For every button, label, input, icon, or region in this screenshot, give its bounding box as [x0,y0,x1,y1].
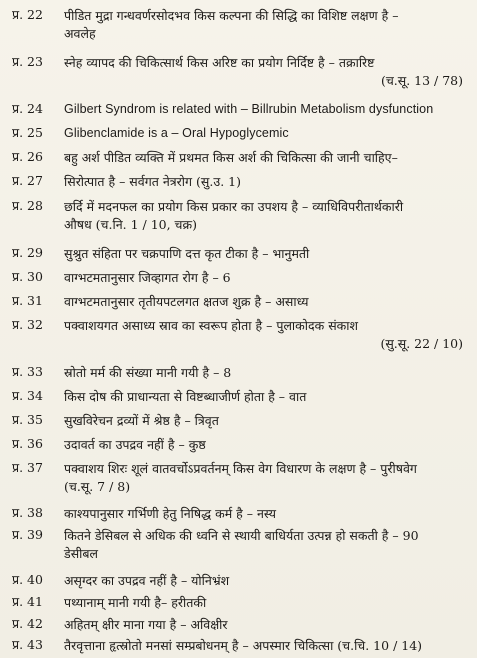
question-text: छर्दि में मदनफल का प्रयोग किस प्रकार का उपशय है – व्याधिविपरीतार्थकारी [64,199,404,214]
question-text: सुश्रुत संहिता पर चक्रपाणि दत्त कृत टीका है – भानुमती [64,246,310,261]
question-text: सिरोत्पात है – सर्वगत नेत्ररोग (सु.उ. 1) [64,174,241,189]
question-text: तैरवृत्ताना हृत्स्रोतो मनसां सम्प्रबोधनम् है – अपस्मार चिकित्सा (च.चि. 10 / 14) [64,638,423,653]
question-number: प्र. 41 [12,594,43,609]
question-number: प्र. 42 [12,616,43,631]
question-text: पथ्यानाम् मानी गयी है– हरीतकी [64,595,207,610]
question-number: प्र. 33 [12,364,43,379]
question-number: प्र. 26 [12,149,43,164]
question-number: प्र. 32 [12,317,43,332]
answer-continuation: अवलेह [64,26,96,41]
question-text: पक्वाशय शिरः शूलं वातवर्चोऽप्रवर्तनम् किस वेग विधारण के लक्षण है – पुरीषवेग [64,461,417,476]
answer-continuation: औषध (च.नि. 1 / 10, चक्र) [64,217,197,232]
reference-citation: (च.सू. 7 / 8) [64,479,131,494]
question-text: Glibenclamide is a – Oral Hypoglycemic [64,126,289,140]
question-number: प्र. 30 [12,269,43,284]
question-number: प्र. 39 [12,527,43,542]
question-text: काश्यपानुसार गर्भिणी हेतु निषिद्ध कर्म है – नस्य [64,506,277,521]
question-number: प्र. 22 [12,7,43,22]
question-number: प्र. 29 [12,245,43,260]
question-number: प्र. 37 [12,460,43,475]
question-number: प्र. 35 [12,412,43,427]
question-number: प्र. 38 [12,505,43,520]
question-text: सुखविरेचन द्रव्यों में श्रेष्ठ है – त्रिवृत [64,413,219,428]
question-number: प्र. 31 [12,293,43,308]
question-number: प्र. 34 [12,388,43,403]
question-number: प्र. 24 [12,101,43,116]
question-text: स्रोतो मर्म की संख्या मानी गयी है – 8 [64,365,232,380]
question-number: प्र. 43 [12,637,43,652]
question-text: अहितम् क्षीर माना गया है – अविक्षीर [64,617,228,632]
question-text: कितने डेसिबल से अधिक की ध्वनि से स्थायी बाधिर्यता उत्पन्न हो सकती है – 90 [64,528,419,543]
question-text: स्नेह व्यापद की चिकित्सार्थ किस अरिष्ट का प्रयोग निर्दिष्ट है – तक्रारिष्ट [64,55,375,70]
answer-continuation: डेसीबल [64,546,98,561]
question-text: पक्वाशयगत असाध्य स्राव का स्वरूप होता है – पुलाकोदक संकाश [64,318,358,333]
question-number: प्र. 40 [12,572,43,587]
question-number: प्र. 23 [12,54,43,69]
reference-citation: (सु.सू. 22 / 10) [380,336,463,351]
question-number: प्र. 28 [12,198,43,213]
reference-citation: (च.सू. 13 / 78) [380,73,463,88]
question-number: प्र. 27 [12,173,43,188]
question-text: असृग्दर का उपद्रव नहीं है – योनिभ्रंश [64,573,230,588]
question-number: प्र. 36 [12,436,43,451]
question-text: पीडित मुद्रा गन्धवर्णरसोदभव किस कल्पना की सिद्धि का विशिष्ट लक्षण है – [64,8,399,23]
question-text: वाग्भटमतानुसार तृतीयपटलगत क्षतज शुक्र है – असाध्य [64,294,309,309]
question-text: बहु अर्श पीडित व्यक्ति में प्रथमत किस अर्श की चिकित्सा की जानी चाहिए– [64,150,398,165]
question-text: किस दोष की प्राधान्यता से विष्टब्धाजीर्ण होता है – वात [64,389,307,404]
question-number: प्र. 25 [12,125,43,140]
question-text: Gilbert Syndrom is related with – Billrubin Metabolism dysfunction [64,102,434,116]
question-text: उदावर्त का उपद्रव नहीं है – कुष्ठ [64,437,206,452]
question-text: वाग्भटमतानुसार जिव्हागत रोग है – 6 [64,270,231,285]
